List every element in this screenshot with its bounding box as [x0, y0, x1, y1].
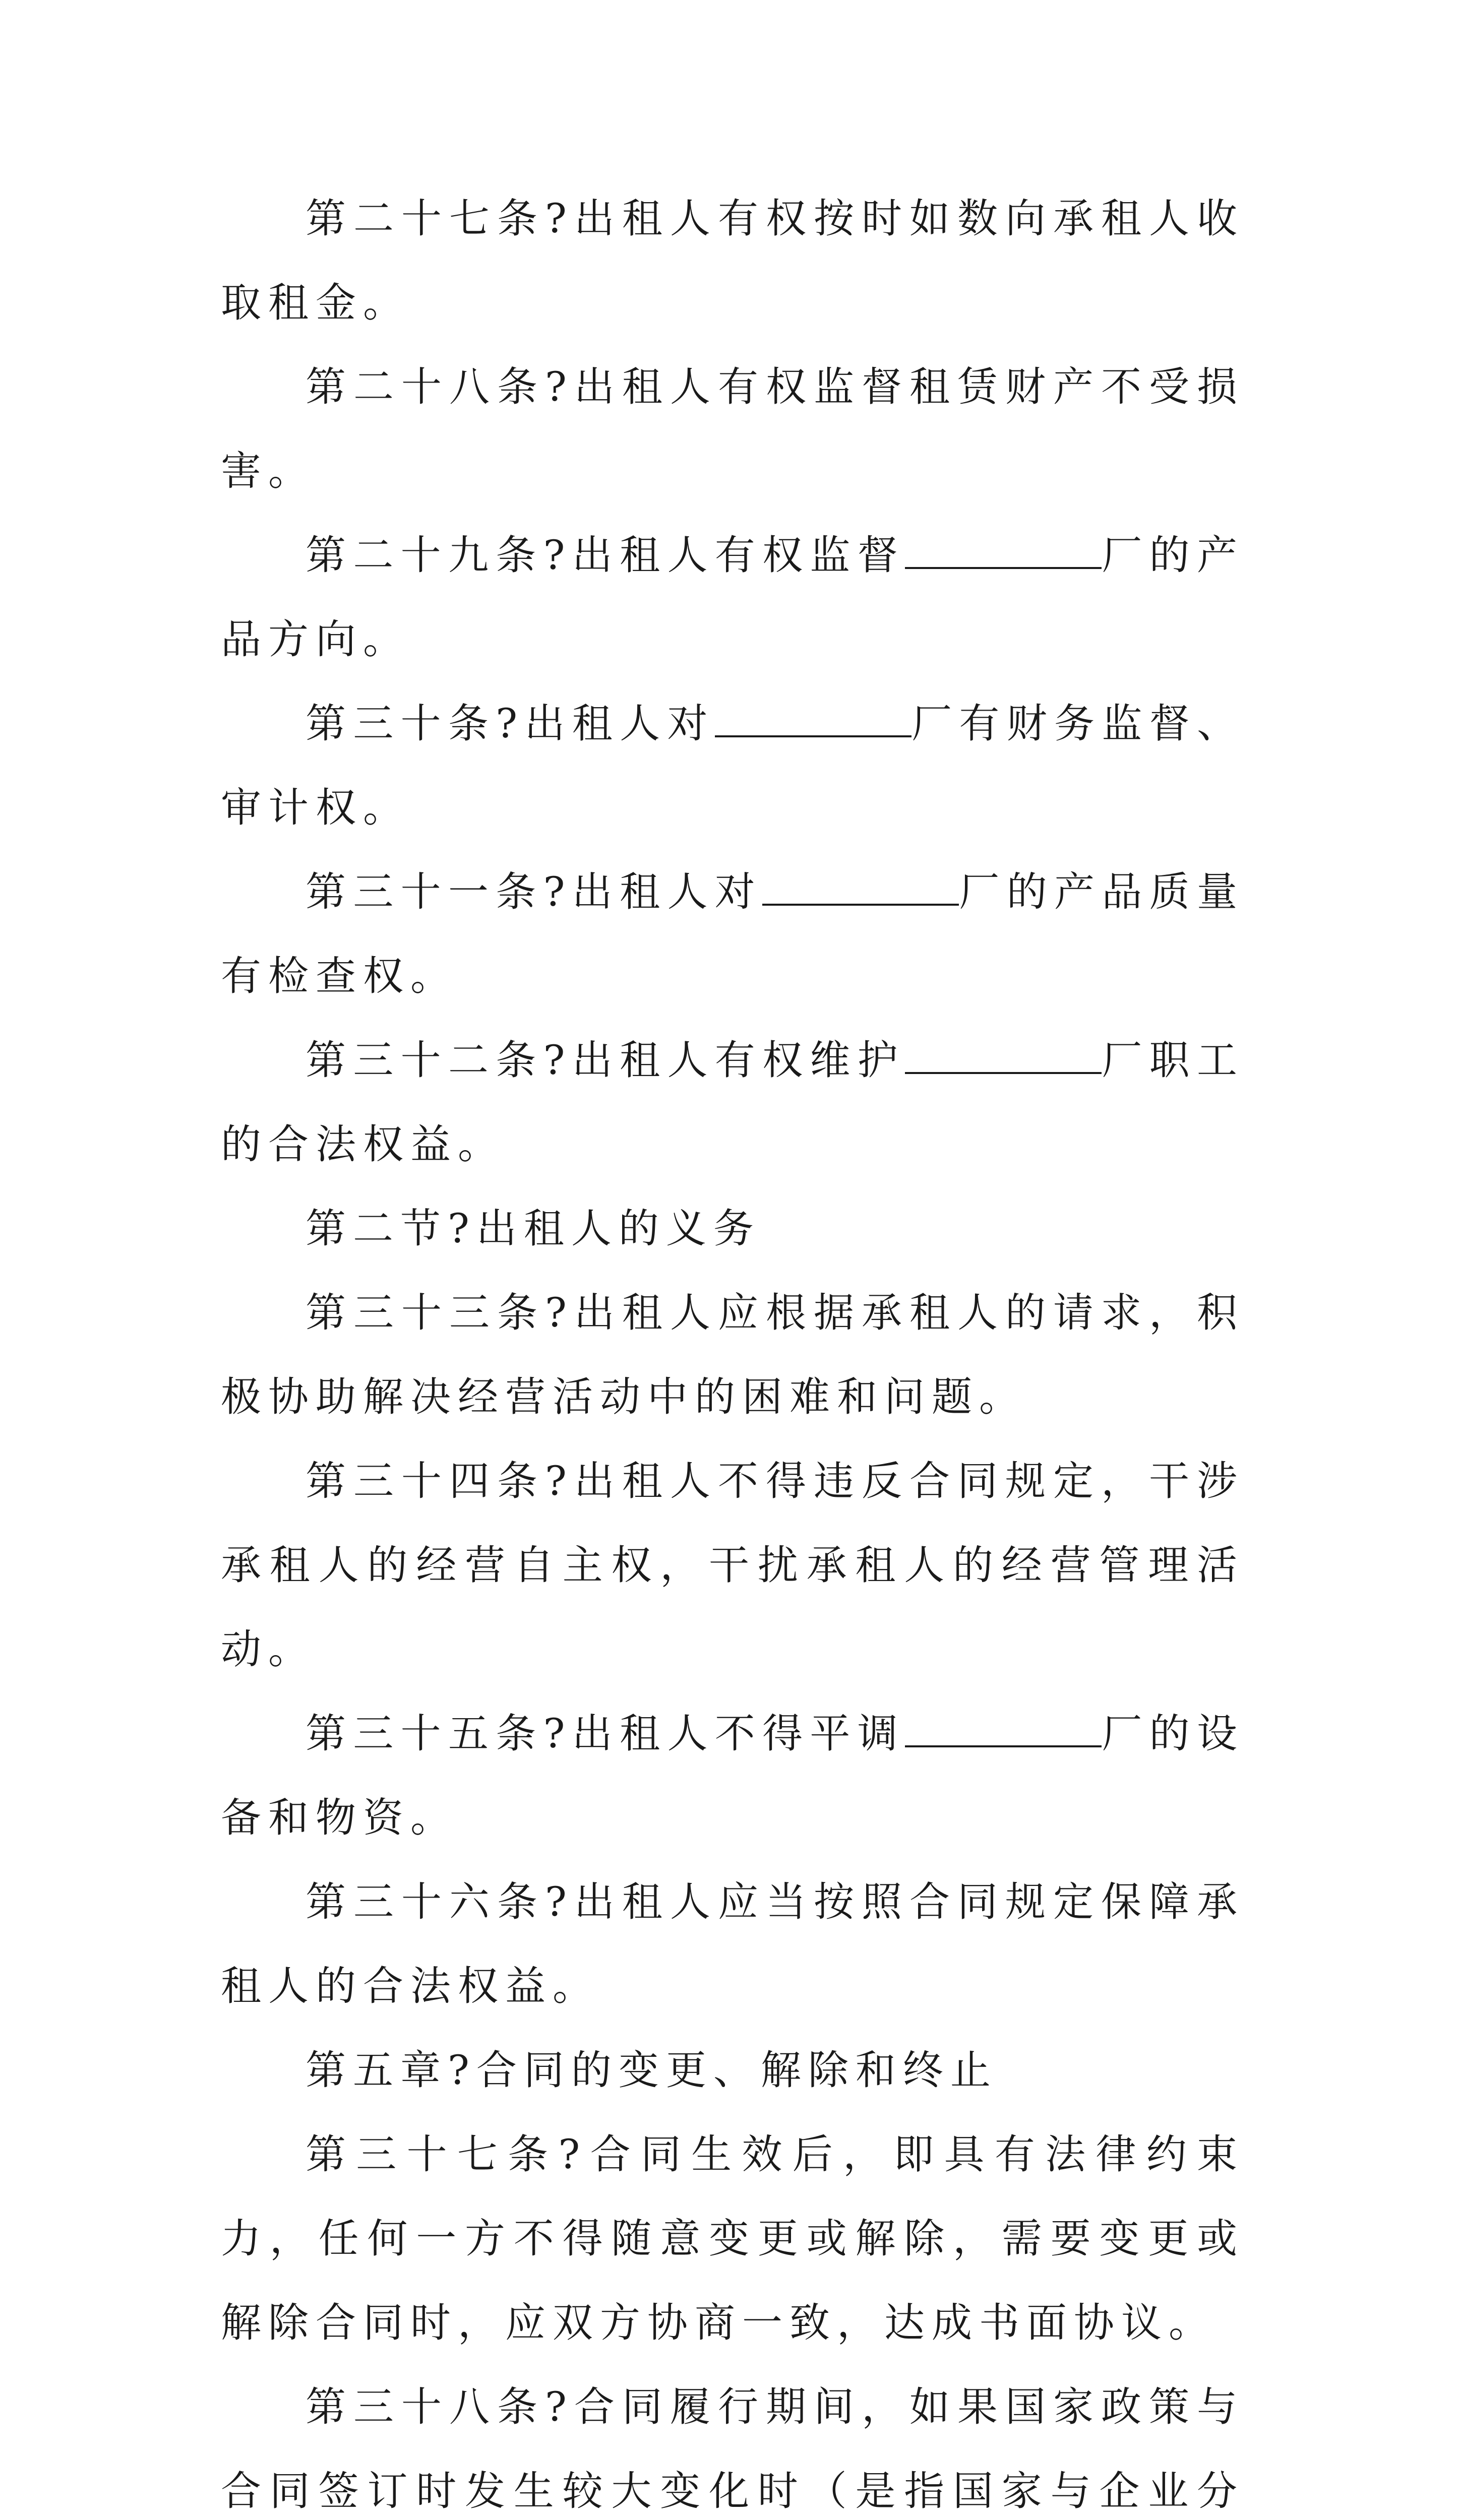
article-29: 第二十九条?出租人有权监督 厂的产品方向。 [221, 532, 1245, 663]
article-37: 第三十七条?合同生效后，即具有法律约束力，任何一方不得随意变更或解除，需要变更或解除合同时，应双方协商一致，达成书面协议。 [221, 2131, 1244, 2346]
blank-line [905, 532, 1102, 569]
article-35: 第三十五条?出租人不得平调 厂的设备和物资。 [221, 1710, 1245, 1841]
article-34: 第三十四条?出租人不得违反合同规定，干涉承租人的经营自主权，干扰承租人的经营管理活动。 [221, 1458, 1244, 1673]
article-30: 第三十条?出租人对 厂有财务监督、审计权。 [221, 700, 1245, 831]
article-31: 第三十一条?出租人对 厂的产品质量有检查权。 [221, 868, 1245, 999]
article-27: 第二十七条?出租人有权按时如数向承租人收取租金。 [221, 195, 1244, 326]
article-33: 第三十三条?出租人应根据承租人的请求，积极协助解决经营活动中的困难和问题。 [221, 1289, 1244, 1420]
blank-line [715, 700, 911, 737]
article-36: 第三十六条?出租人应当按照合同规定保障承租人的合法权益。 [221, 1878, 1244, 2009]
blank-line [905, 1037, 1102, 1074]
section-heading: 第二节?出租人的义务 [306, 1205, 761, 1252]
article-28: 第二十八条?出租人有权监督租赁财产不受损害。 [221, 363, 1244, 494]
blank-line [905, 1710, 1102, 1747]
document-page [221, 176, 1244, 2520]
chapter-heading: 第五章?合同的变更、解除和终止 [306, 2047, 998, 2094]
article-38: 第三十八条?合同履行期间，如果国家政策与合同签订时发生较大变化时（是指国家与企业分 [221, 2383, 1244, 2514]
article-32: 第三十二条?出租人有权维护 厂职工的合法权益。 [221, 1037, 1245, 1168]
blank-line [762, 868, 959, 906]
